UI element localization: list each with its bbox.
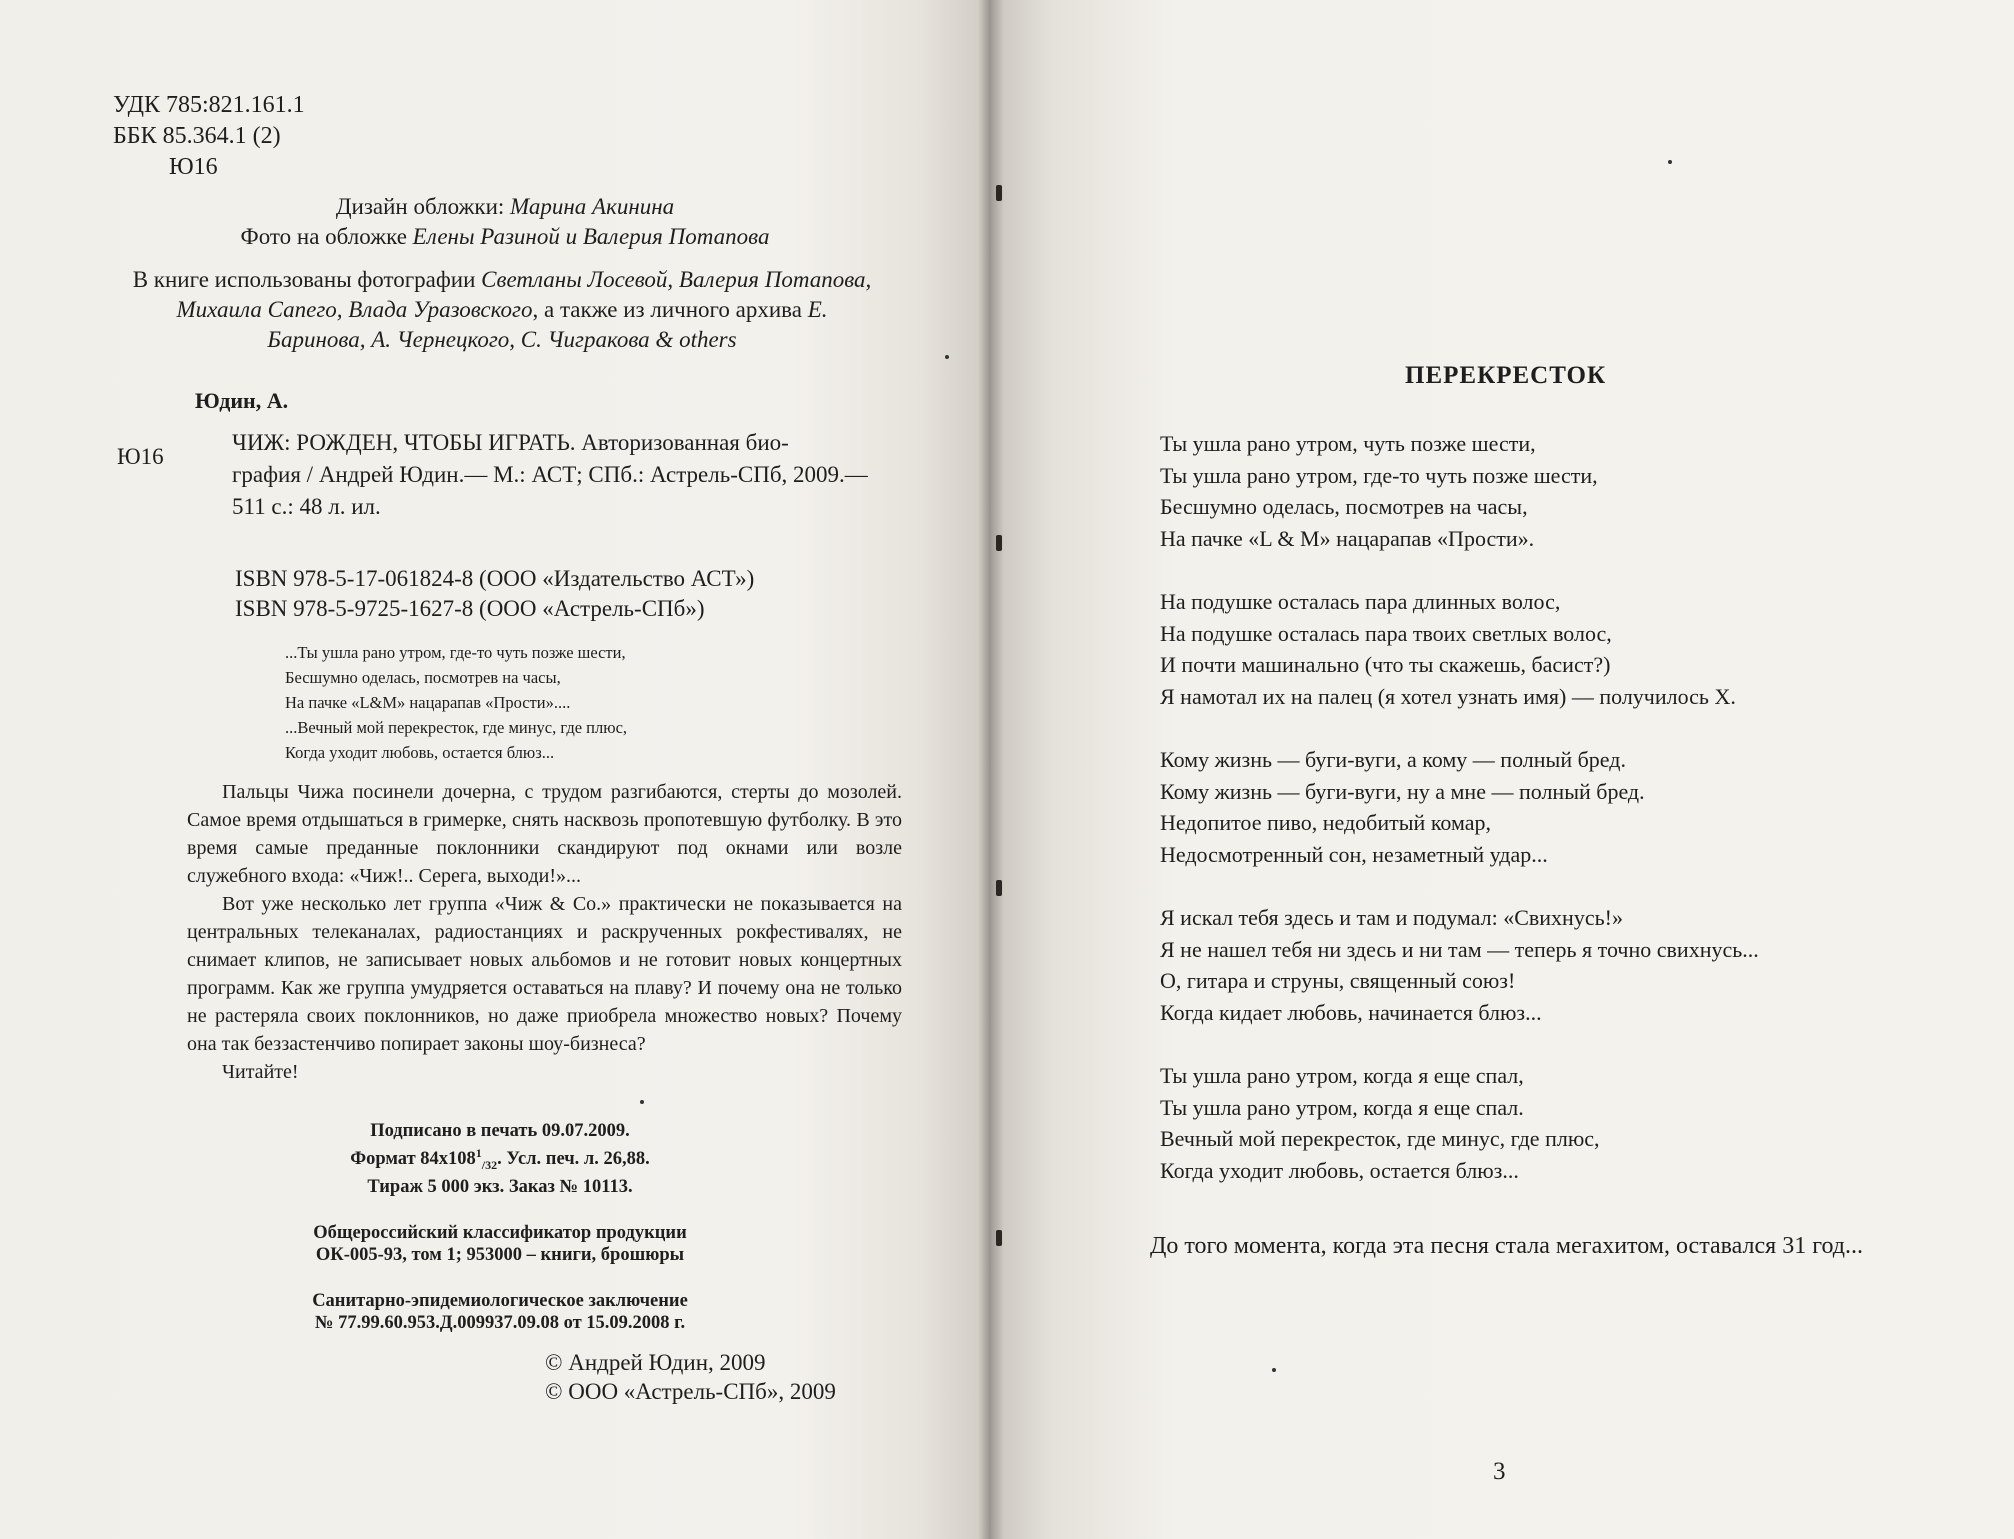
book-spine	[978, 0, 1004, 1539]
isbn-line: ISBN 978-5-17-061824-8 (ООО «Издательство АСТ»)	[235, 566, 755, 591]
sanitary-line: № 77.99.60.953.Д.009937.09.08 от 15.09.2008 г.	[314, 1312, 686, 1333]
poem-line: На пачке «L & M» нацарапав «Прости».	[1160, 525, 1535, 551]
epigraph-line: ...Вечный мой перекресток, где минус, где плюс,	[285, 718, 628, 737]
poem-line: Когда уходит любовь, остается блюз...	[1160, 1157, 1519, 1183]
poem-line: Бесшумно оделась, посмотрев на часы,	[1160, 494, 1528, 519]
bib-line: 511 с.: 48 л. ил.	[232, 494, 381, 519]
photo-credits	[132, 265, 872, 355]
imprint-signed: Подписано в печать 09.07.2009.	[370, 1121, 630, 1141]
poem-line: Когда кидает любовь, начинается блюз...	[1160, 999, 1542, 1025]
format-text: Формат 84х108	[350, 1149, 476, 1170]
format-sub: /32	[481, 1157, 498, 1172]
print-speck	[945, 355, 949, 359]
page-number: 3	[1493, 1458, 1506, 1485]
poem-line: На подушке осталась пара твоих светлых волос,	[1160, 620, 1612, 646]
right-page	[990, 0, 2014, 1539]
print-speck	[640, 1100, 644, 1104]
annotation-paragraph: Пальцы Чижа посинели дочерна, с трудом разгибаются, стерты до мозолей. Самое время отдышаться в гримерке, снять насквозь пропотевшую футболку. В это время самые преданные поклонники скандируют под окнами или возле служебного входа: «Чиж!.. Серега, выходи!»...	[187, 781, 902, 887]
photos-mid: , а также из личного архива	[532, 297, 808, 322]
poem-stanza	[1160, 586, 1759, 712]
print-speck	[1668, 160, 1672, 164]
left-page	[0, 0, 990, 1539]
copyright-block	[545, 1348, 836, 1406]
format-rest: . Усл. печ. л. 26,88.	[497, 1149, 650, 1170]
cover-photographers: Елены Разиной и Валерия Потапова	[412, 224, 770, 249]
poem-line: Кому жизнь — буги-вуги, а кому — полный бред.	[1160, 747, 1626, 772]
binding-stitch	[996, 1230, 1002, 1246]
udk-code: УДК 785:821.161.1	[113, 92, 305, 118]
isbn-line: ISBN 978-5-9725-1627-8 (ООО «Астрель-СПб»)	[235, 596, 705, 621]
afterword-text: До того момента, когда эта песня стала мегахитом, оставался 31 год...	[1150, 1233, 1863, 1259]
bib-line: ЧИЖ: РОЖДЕН, ЧТОБЫ ИГРАТЬ. Авторизованная био-	[232, 430, 789, 455]
poem-stanza	[1160, 744, 1759, 870]
epigraph-line: Бесшумно оделась, посмотрев на часы,	[285, 668, 561, 687]
binding-stitch	[996, 880, 1002, 896]
cover-design-line	[200, 192, 810, 222]
classifier-line: ОК-005-93, том 1; 953000 – книги, брошюры	[315, 1244, 685, 1265]
annotation-paragraph: Вот уже несколько лет группа «Чиж & Co.» практически не показывается на центральных телеканалах, радиостанциях и раскрученных рокфестивалях, не снимает клипов, не записывает новых альбомов и не готовит новых концертных программ. Как же группа умудряется оставаться на плаву? И почему она не только не растеряла своих поклонников, но даже приобрела множество новых? Почему она так беззастенчиво попирает законы шоу-бизнеса?	[187, 893, 902, 1055]
cover-credits	[200, 192, 810, 252]
afterword	[1150, 1230, 1895, 1263]
author-index: Ю16	[169, 154, 218, 180]
sanitary-line: Санитарно-эпидемиологическое заключение	[312, 1290, 688, 1311]
poem-line: На подушке осталась пара длинных волос,	[1160, 589, 1561, 614]
poem-line: Ты ушла рано утром, когда я еще спал,	[1160, 1063, 1524, 1088]
poem-line: И почти машинально (что ты скажешь, басист?)	[1160, 652, 1611, 677]
cover-photo-label: Фото на обложке	[240, 224, 413, 249]
poem-line: Я не нашел тебя ни здесь и ни там — теперь я точно свихнусь...	[1160, 936, 1759, 962]
imprint-block	[235, 1120, 765, 1334]
epigraph-line: ...Ты ушла рано утром, где-то чуть позже шести,	[285, 643, 626, 662]
poem-line: Я искал тебя здесь и там и подумал: «Свихнусь!»	[1160, 905, 1623, 930]
photos-intro: В книге использованы фотографии	[132, 267, 482, 292]
classifier-line: Общероссийский классификатор продукции	[313, 1222, 687, 1243]
poem-line: Ты ушла рано утром, когда я еще спал.	[1160, 1094, 1524, 1120]
bib-line: графия / Андрей Юдин.— М.: АСТ; СПб.: Астрель-СПб, 2009.—	[232, 462, 868, 487]
poem-line: Ты ушла рано утром, чуть позже шести,	[1160, 431, 1536, 456]
epigraph-line: На пачке «L&M» нацарапав «Прости»....	[285, 693, 571, 712]
poem-line: Недопитое пиво, недобитый комар,	[1160, 810, 1492, 835]
binding-stitch	[996, 535, 1002, 551]
poem-stanza	[1160, 1060, 1759, 1186]
annotation	[187, 778, 902, 1086]
poem	[1160, 428, 1759, 1218]
copyright-line: © Андрей Юдин, 2009	[545, 1350, 766, 1375]
cover-designer: Марина Акинина	[510, 194, 675, 219]
poem-line: Я намотал их на палец (я хотел узнать имя) — получилось Х.	[1160, 683, 1736, 709]
annotation-paragraph: Читайте!	[222, 1061, 299, 1083]
poem-stanza	[1160, 902, 1759, 1028]
isbn-block	[235, 564, 754, 624]
bibliographic-entry	[232, 427, 897, 523]
poem-line: Вечный мой перекресток, где минус, где плюс,	[1160, 1126, 1600, 1151]
cover-design-label: Дизайн обложки:	[335, 194, 511, 219]
photos-names-1: Светланы Лосевой, Валерия Потапова, Михаила Сапего, Влада Уразовского	[176, 267, 872, 322]
poem-line: Недосмотренный сон, незаметный удар...	[1160, 841, 1548, 867]
poem-stanza	[1160, 428, 1759, 554]
copyright-line: © ООО «Астрель-СПб», 2009	[545, 1379, 836, 1404]
epigraph	[285, 640, 627, 765]
side-index: Ю16	[117, 444, 164, 469]
poem-title: ПЕРЕКРЕСТОК	[1405, 362, 1607, 389]
author-heading: Юдин, А.	[195, 388, 289, 413]
binding-stitch	[996, 185, 1002, 201]
cover-photo-line	[200, 222, 810, 252]
imprint-run: Тираж 5 000 экз. Заказ № 10113.	[367, 1176, 633, 1197]
imprint-format	[235, 1142, 765, 1176]
photos-names-2: Е. Баринова, А. Чернецкого, С. Чигракова & others	[267, 297, 828, 352]
classification-block	[113, 90, 305, 183]
format-sup: 1	[475, 1146, 482, 1160]
print-speck	[1272, 1368, 1276, 1372]
epigraph-line: Когда уходит любовь, остается блюз...	[285, 743, 555, 762]
poem-line: Ты ушла рано утром, где-то чуть позже шести,	[1160, 462, 1598, 488]
poem-line: О, гитара и струны, священный союз!	[1160, 968, 1516, 993]
bbk-code: ББК 85.364.1 (2)	[113, 123, 281, 149]
poem-line: Кому жизнь — буги-вуги, ну а мне — полный бред.	[1160, 778, 1645, 804]
